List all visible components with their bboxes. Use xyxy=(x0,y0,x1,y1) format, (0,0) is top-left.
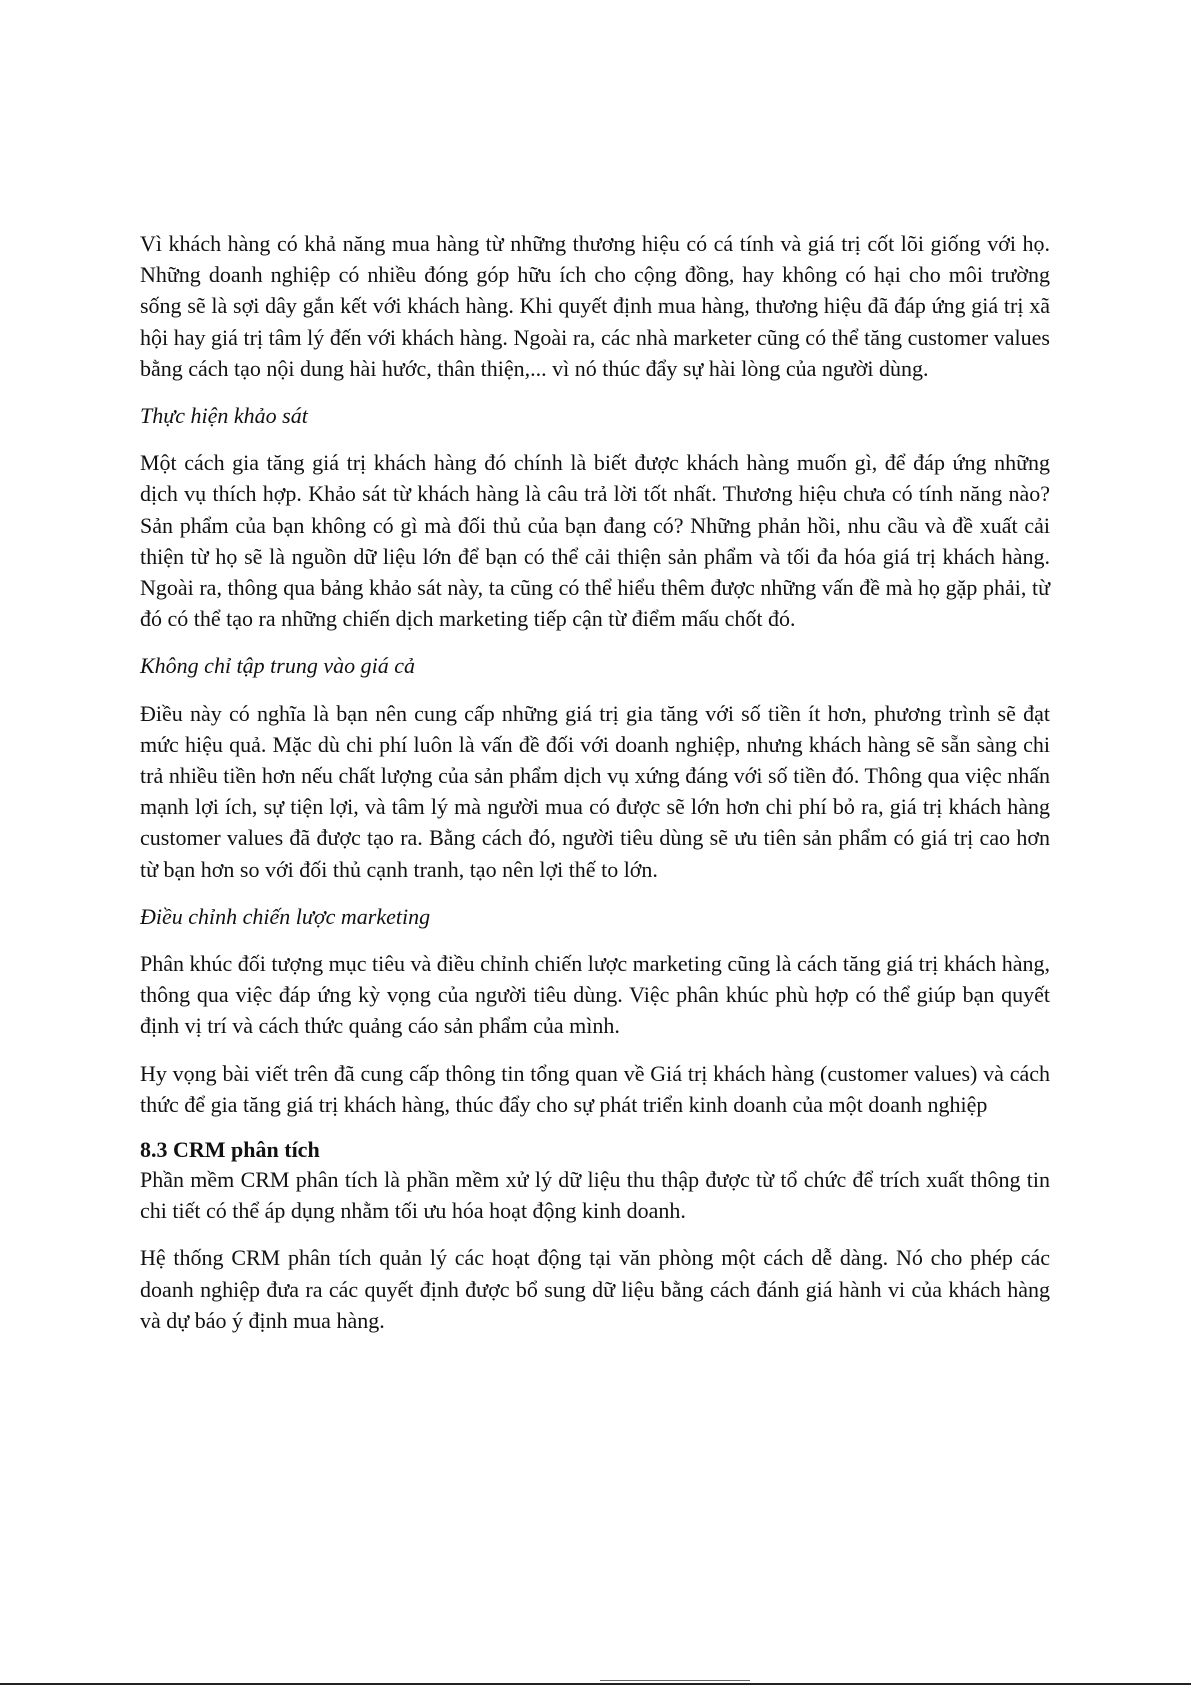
paragraph-brand-values: Vì khách hàng có khả năng mua hàng từ những thương hiệu có cá tính và giá trị cốt lõi giống với họ. Những doanh nghiệp có nhiều đóng góp hữu ích cho cộng đồng, hay không có hại cho môi trường sống sẽ là sợi dây gắn kết với khách hàng. Khi quyết định mua hàng, thương hiệu đã đáp ứng giá trị xã hội hay giá trị tâm lý đến với khách hàng. Ngoài ra, các nhà marketer cũng có thể tăng customer values bằng cách tạo nội dung hài hước, thân thiện,... vì nó thúc đẩy sự hài lòng của người dùng. xyxy=(140,231,1050,381)
document-page xyxy=(140,228,1050,1352)
paragraph-crm-system: Hệ thống CRM phân tích quản lý các hoạt động tại văn phòng một cách dễ dàng. Nó cho phép các doanh nghiệp đưa ra các quyết định được bổ sung dữ liệu bằng cách đánh giá hành vi của khách hàng và dự báo ý định mua hàng. xyxy=(140,1245,1050,1333)
paragraph-survey: Một cách gia tăng giá trị khách hàng đó chính là biết được khách hàng muốn gì, để đáp ứng những dịch vụ thích hợp. Khảo sát từ khách hàng là câu trả lời tốt nhất. Thương hiệu chưa có tính năng nào? Sản phẩm của bạn không có gì mà đối thủ của bạn đang có? Những phản hồi, nhu cầu và đề xuất cải thiện từ họ sẽ là nguồn dữ liệu lớn để bạn có thể cải thiện sản phẩm và tối đa hóa giá trị khách hàng. Ngoài ra, thông qua bảng khảo sát này, ta cũng có thể hiểu thêm được những vấn đề mà họ gặp phải, từ đó có thể tạo ra những chiến dịch marketing tiếp cận từ điểm mấu chốt đó. xyxy=(140,450,1050,632)
subheading-not-only-price: Không chỉ tập trung vào giá cả xyxy=(140,653,415,679)
section-title-crm-analytics: 8.3 CRM phân tích xyxy=(140,1137,320,1163)
subheading-survey: Thực hiện khảo sát xyxy=(140,403,308,429)
paragraph-crm-definition: Phần mềm CRM phân tích là phần mềm xử lý dữ liệu thu thập được từ tổ chức để trích xuất thông tin chi tiết có thể áp dụng nhằm tối ưu hóa hoạt động kinh doanh. xyxy=(140,1167,1050,1224)
paragraph-conclusion: Hy vọng bài viết trên đã cung cấp thông tin tổng quan về Giá trị khách hàng (customer values) và cách thức để gia tăng giá trị khách hàng, thúc đẩy cho sự phát triển kinh doanh của một doanh nghiệp xyxy=(140,1060,1050,1117)
paragraph-adjust-strategy: Phân khúc đối tượng mục tiêu và điều chỉnh chiến lược marketing cũng là cách tăng giá trị khách hàng, thông qua việc đáp ứng kỳ vọng của người tiêu dùng. Việc phân khúc phù hợp có thể giúp bạn quyết định vị trí và cách thức quảng cáo sản phẩm của mình. xyxy=(140,951,1050,1039)
subheading-adjust-strategy: Điều chỉnh chiến lược marketing xyxy=(140,903,431,929)
paragraph-not-only-price: Điều này có nghĩa là bạn nên cung cấp những giá trị gia tăng với số tiền ít hơn, phương trình sẽ đạt mức hiệu quả. Mặc dù chi phí luôn là vấn đề đối với doanh nghiệp, nhưng khách hàng sẽ sẵn sàng chi trả nhiều tiền hơn nếu chất lượng của sản phẩm dịch vụ xứng đáng với số tiền đó. Thông qua việc nhấn mạnh lợi ích, sự tiện lợi, và tâm lý mà người mua có được sẽ lớn hơn chi phí bỏ ra, giá trị khách hàng customer values đã được tạo ra. Bằng cách đó, người tiêu dùng sẽ ưu tiên sản phẩm có giá trị cao hơn từ bạn hơn so với đối thủ cạnh tranh, tạo nên lợi thế to lớn. xyxy=(140,700,1050,882)
footer-mark xyxy=(600,1680,750,1681)
